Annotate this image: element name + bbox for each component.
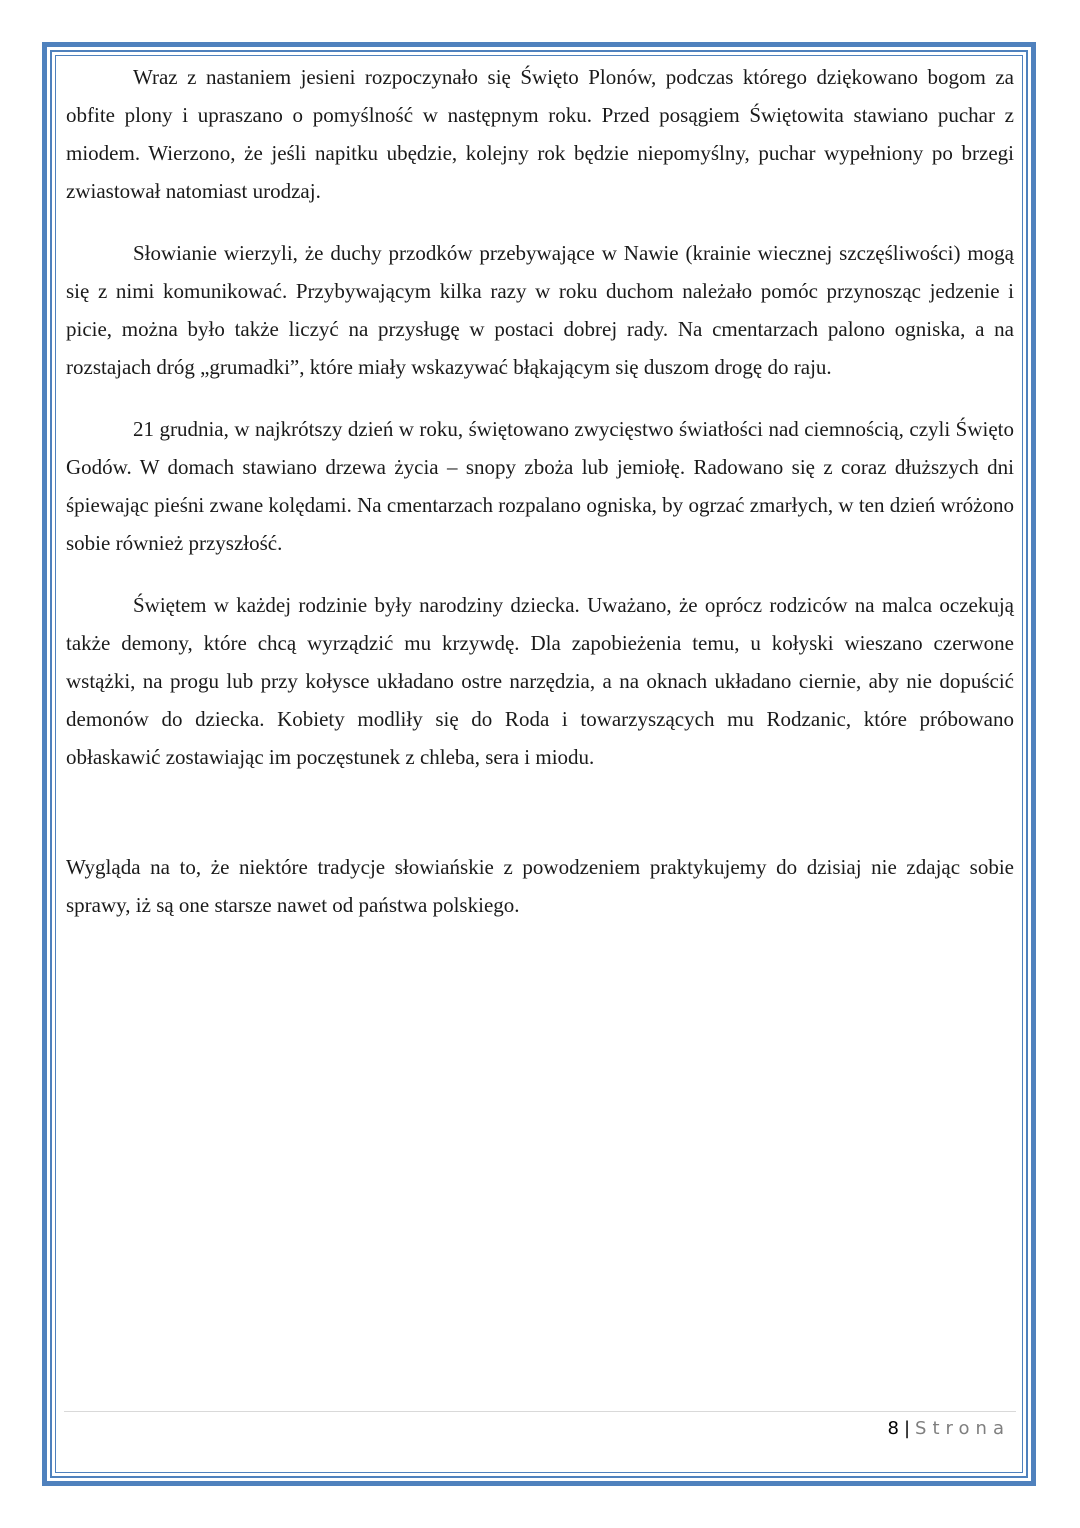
paragraph-ancestor-spirits: Słowianie wierzyli, że duchy przodków przebywające w Nawie (krainie wiecznej szczęśliwości) mogą się z nimi komunikować. Przybywającym kilka razy w roku duchom należało pomóc przynosząc jedzenie i picie, można było także liczyć na przysługę w postaci dobrej rady. Na cmentarzach palono ogniska, a na rozstajach dróg „grumadki”, które miały wskazywać błąkającym się duszom drogę do raju. bbox=[66, 241, 1014, 379]
page-number: 8 bbox=[887, 1418, 899, 1439]
footer-separator: | bbox=[903, 1418, 911, 1439]
paragraph-harvest-festival: Wraz z nastaniem jesieni rozpoczynało się Święto Plonów, podczas którego dziękowano bogom za obfite plony i upraszano o pomyślność w następnym roku. Przed posągiem Świętowita stawiano puchar z miodem. Wierzono, że jeśli napitku ubędzie, kolejny rok będzie niepomyślny, puchar wypełniony po brzegi zwiastował natomiast urodzaj. bbox=[66, 65, 1014, 203]
page-body bbox=[66, 58, 1014, 948]
paragraph-child-birth: Świętem w każdej rodzinie były narodziny dziecka. Uważano, że oprócz rodziców na malca oczekują także demony, które chcą wyrządzić mu krzywdę. Dla zapobieżenia temu, u kołyski wieszano czerwone wstążki, na progu lub przy kołysce układano ostre narzędzia, a na oknach układano ciernie, aby nie dopuścić demonów do dziecka. Kobiety modliły się do Roda i towarzyszących mu Rodzanic, które próbowano obłaskawić zostawiając im poczęstunek z chleba, sera i miodu. bbox=[66, 593, 1014, 769]
footer-divider bbox=[64, 1411, 1016, 1412]
page-label: Strona bbox=[915, 1418, 1010, 1439]
paragraph-conclusion: Wygląda na to, że niektóre tradycje słowiańskie z powodzeniem praktykujemy do dzisiaj nie zdając sobie sprawy, iż są one starsze nawet od państwa polskiego. bbox=[66, 855, 1014, 917]
page-footer bbox=[888, 1416, 1010, 1442]
paragraph-winter-solstice: 21 grudnia, w najkrótszy dzień w roku, świętowano zwycięstwo światłości nad ciemnością, czyli Święto Godów. W domach stawiano drzewa życia – snopy zboża lub jemiołę. Radowano się z coraz dłuższych dni śpiewając pieśni zwane kolędami. Na cmentarzach rozpalano ogniska, by ogrzać zmarłych, w ten dzień wróżono sobie również przyszłość. bbox=[66, 417, 1014, 555]
